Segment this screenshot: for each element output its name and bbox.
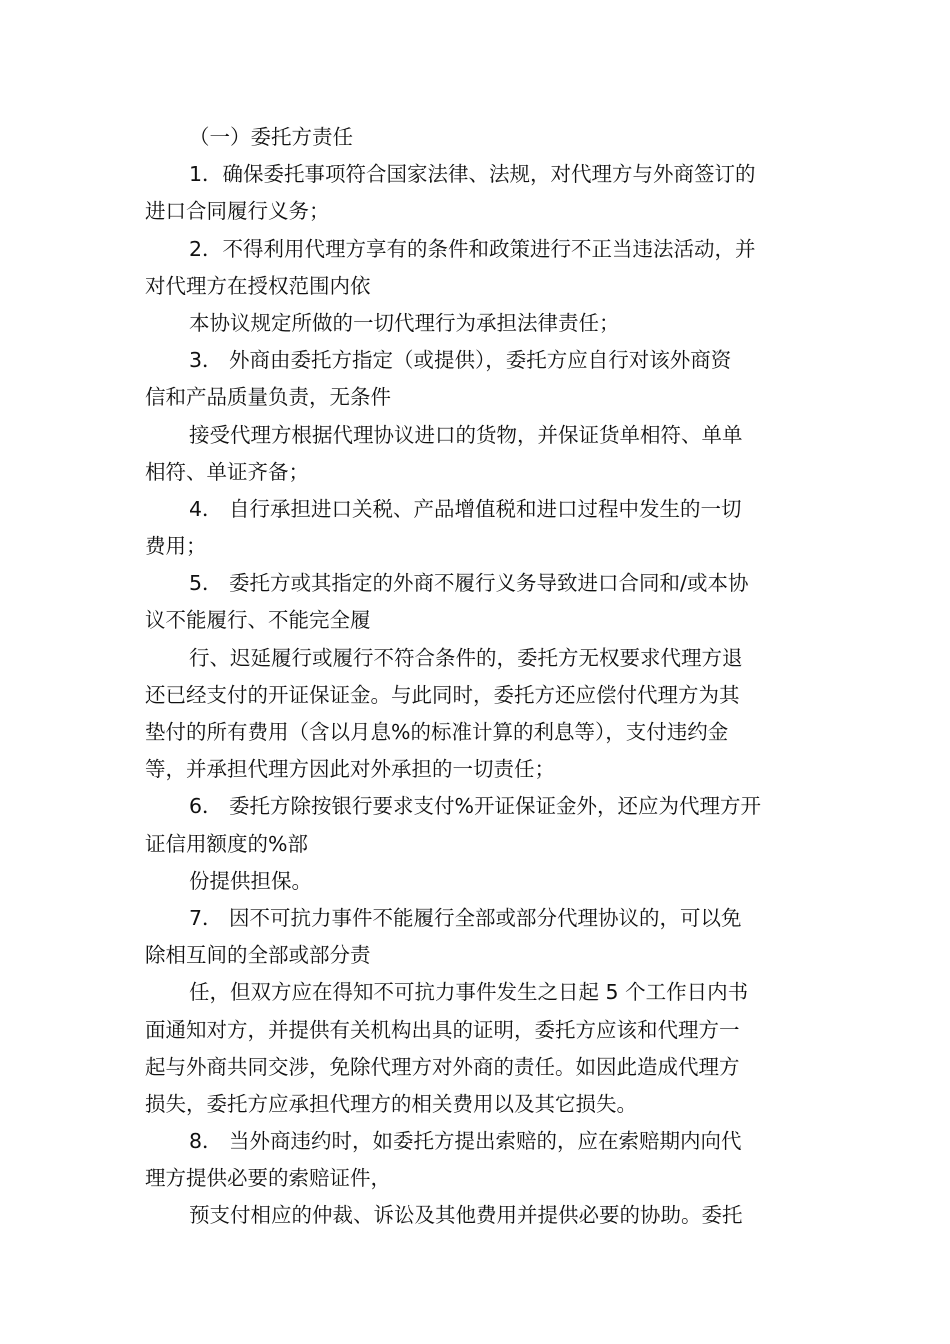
section-heading: （一）委托方责任 [189, 125, 353, 149]
paragraph-line: 预支付相应的仲裁、诉讼及其他费用并提供必要的协助。委托 [189, 1203, 743, 1228]
paragraph-line: 1．确保委托事项符合国家法律、法规，对代理方与外商签订的 [189, 162, 756, 187]
paragraph-line: 对代理方在授权范围内依 [145, 273, 371, 298]
paragraph-line: 证信用额度的%部 [145, 831, 308, 856]
paragraph-line: 份提供担保。 [189, 868, 312, 893]
paragraph-line: 除相互间的全部或部分责 [145, 943, 371, 968]
document-body [145, 119, 810, 1235]
paragraph-line: 5． 委托方或其指定的外商不履行义务导致进口合同和/或本协 [189, 571, 749, 596]
paragraph-line: 进口合同履行义务； [145, 199, 330, 224]
paragraph-line: 议不能履行、不能完全履 [145, 608, 371, 633]
paragraph-line: 理方提供必要的索赔证件， [145, 1166, 391, 1191]
paragraph-line: 等，并承担代理方因此对外承担的一切责任； [145, 757, 555, 782]
paragraph-line: 6． 委托方除按银行要求支付%开证保证金外，还应为代理方开 [189, 794, 762, 819]
paragraph-line: 3． 外商由委托方指定（或提供），委托方应自行对该外商资 [189, 348, 732, 373]
paragraph-line: 损失，委托方应承担代理方的相关费用以及其它损失。 [145, 1091, 637, 1116]
paragraph-line: 接受代理方根据代理协议进口的货物，并保证货单相符、单单 [189, 422, 743, 447]
paragraph-line: 信和产品质量负责，无条件 [145, 385, 391, 410]
paragraph-line: 起与外商共同交涉，免除代理方对外商的责任。如因此造成代理方 [145, 1054, 740, 1079]
paragraph-line: 4． 自行承担进口关税、产品增值税和进口过程中发生的一切 [189, 496, 742, 521]
paragraph-line: 任，但双方应在得知不可抗力事件发生之日起 5 个工作日内书 [189, 980, 749, 1005]
paragraph-line: 行、迟延履行或履行不符合条件的，委托方无权要求代理方退 [189, 645, 743, 670]
paragraph-line: 还已经支付的开证保证金。与此同时，委托方还应偿付代理方为其 [145, 682, 740, 707]
paragraph-line: 费用； [145, 534, 207, 559]
paragraph-line: 本协议规定所做的一切代理行为承担法律责任； [189, 310, 620, 335]
paragraph-line: 2．不得利用代理方享有的条件和政策进行不正当违法活动，并 [189, 236, 756, 261]
paragraph-line: 8． 当外商违约时，如委托方提出索赔的，应在索赔期内向代 [189, 1129, 742, 1154]
paragraph-line: 相符、单证齐备； [145, 459, 309, 484]
paragraph-line: 垫付的所有费用（含以月息%的标准计算的利息等），支付违约金 [145, 720, 729, 744]
paragraph-line: 7． 因不可抗力事件不能履行全部或部分代理协议的，可以免 [189, 905, 742, 930]
paragraph-line: 面通知对方，并提供有关机构出具的证明，委托方应该和代理方一 [145, 1017, 740, 1042]
